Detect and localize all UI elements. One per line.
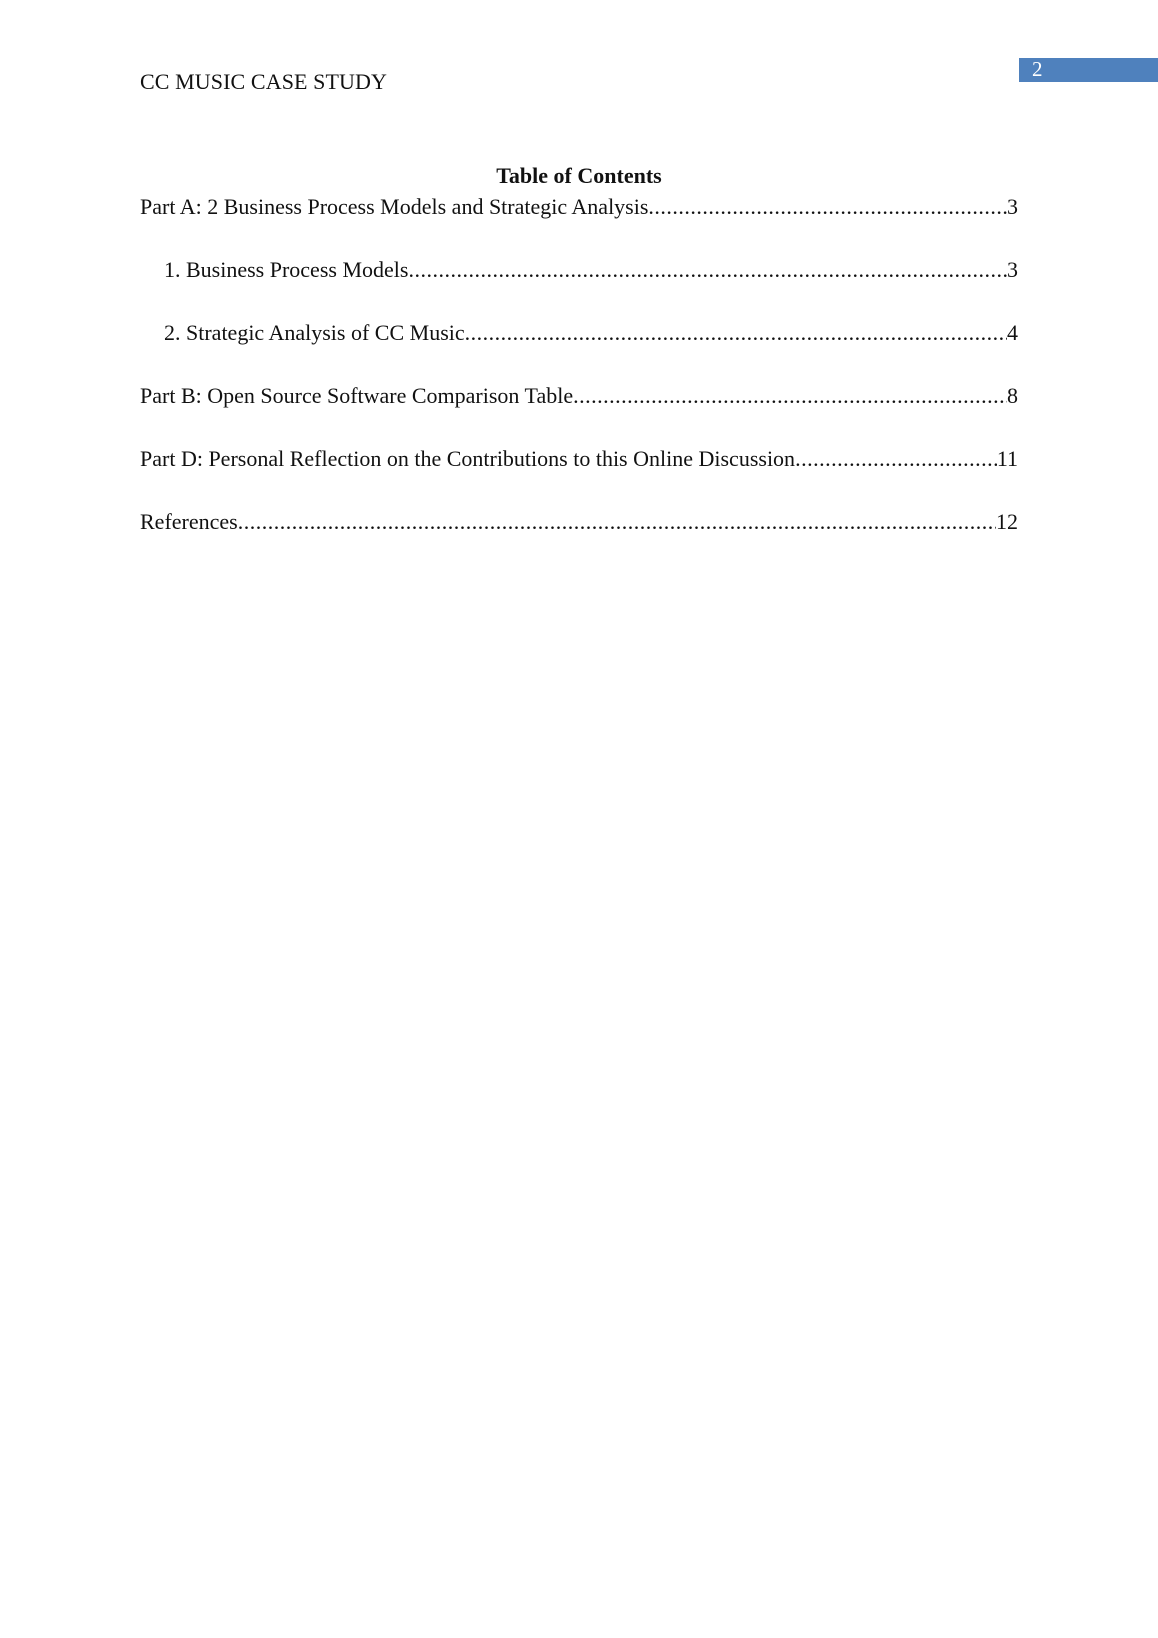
toc-entry-part-b[interactable] — [140, 382, 1018, 410]
toc-entry-part-d[interactable] — [140, 445, 1018, 473]
toc-dot-leader — [573, 382, 1007, 410]
toc-title: Table of Contents — [496, 163, 662, 188]
toc-entry-label: Part D: Personal Reflection on the Contributions to this Online Discussion — [140, 446, 796, 471]
toc-entry-part-a[interactable] — [140, 193, 1018, 221]
toc-entry-page: 12 — [996, 509, 1018, 534]
toc-entry-label: Part A: 2 Business Process Models and Strategic Analysis — [140, 194, 649, 219]
toc-dot-leader — [238, 508, 996, 536]
toc-entry-page: 8 — [1007, 383, 1018, 408]
toc-entry-page: 4 — [1007, 320, 1018, 345]
toc-entry-label: 1. Business Process Models — [164, 257, 409, 282]
page-number: 2 — [1032, 57, 1043, 81]
toc-dot-leader — [408, 256, 1007, 284]
toc-entry-page: 11 — [996, 446, 1018, 471]
toc-entry-label: 2. Strategic Analysis of CC Music — [164, 320, 465, 345]
toc-dot-leader — [465, 319, 1007, 347]
toc-entry-page: 3 — [1007, 257, 1018, 282]
toc-entry-strategic-analysis[interactable] — [140, 319, 1018, 347]
table-of-contents — [140, 193, 1018, 571]
toc-entry-references[interactable] — [140, 508, 1018, 536]
toc-entry-business-process-models[interactable] — [140, 256, 1018, 284]
toc-entry-label: References — [140, 509, 238, 534]
page-number-badge — [1019, 58, 1158, 82]
toc-dot-leader — [648, 193, 1007, 221]
toc-dot-leader — [795, 445, 997, 473]
running-header: CC MUSIC CASE STUDY — [140, 69, 388, 94]
toc-entry-page: 3 — [1007, 194, 1018, 219]
toc-entry-label: Part B: Open Source Software Comparison Table — [140, 383, 574, 408]
